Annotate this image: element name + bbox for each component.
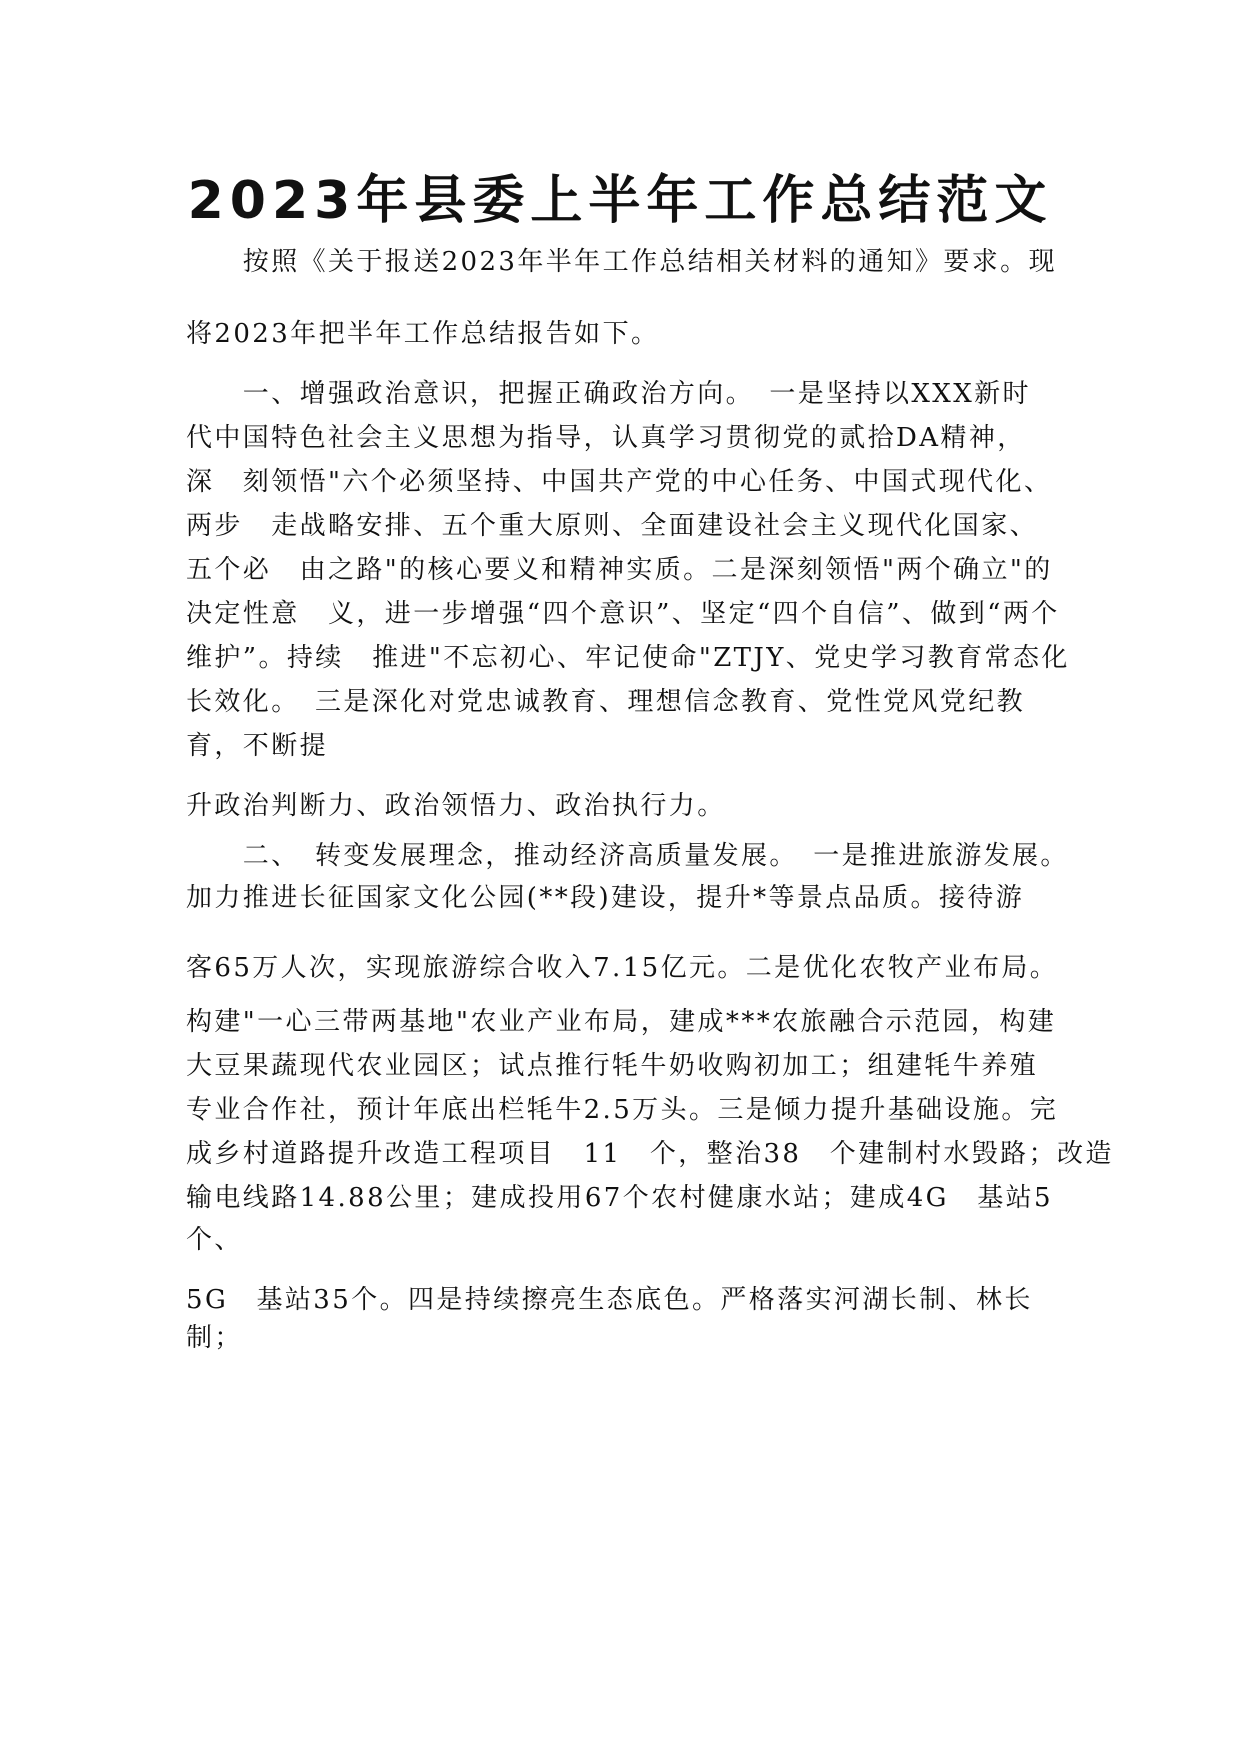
paragraph-line: 个、 [186, 1225, 243, 1255]
paragraph-line: 五个必 由之路"的核心要义和精神实质。二是深刻领悟"两个确立"的 [186, 555, 1053, 585]
paragraph-line: 将2023年把半年工作总结报告如下。 [186, 319, 660, 349]
paragraph-line: 育，不断提 [186, 731, 329, 761]
paragraph-line: 深 刻领悟"六个必须坚持、中国共产党的中心任务、中国式现代化、 [186, 467, 1053, 497]
paragraph-line: 维护”。持续 推进"不忘初心、牢记使命"ZTJY、党史学习教育常态化 [186, 643, 1070, 673]
paragraph-line: 加力推进长征国家文化公园(**段)建设，提升*等景点品质。接待游 [186, 883, 1025, 913]
paragraph-line: 决定性意 义，进一步增强“四个意识”、坚定“四个自信”、做到“两个 [186, 599, 1060, 629]
paragraph-line: 输电线路14.88公里；建成投用67个农村健康水站；建成4G 基站5 [186, 1183, 1053, 1213]
paragraph-line: 长效化。 三是深化对党忠诚教育、理想信念教育、党性党风党纪教 [186, 687, 1026, 717]
paragraph-line: 5G 基站35个。四是持续擦亮生态底色。严格落实河湖长制、林长 [186, 1285, 1033, 1315]
paragraph-line: 制； [186, 1323, 243, 1353]
paragraph-line: 二、 转变发展理念，推动经济高质量发展。 一是推进旅游发展。 [186, 841, 1069, 871]
paragraph-line: 成乡村道路提升改造工程项目 11 个，整治38 个建制村水毁路；改造 [186, 1139, 1114, 1169]
paragraph-line: 构建"一心三带两基地"农业产业布局，建成***农旅融合示范园，构建 [186, 1007, 1057, 1037]
paragraph-line: 两步 走战略安排、五个重大原则、全面建设社会主义现代化国家、 [186, 511, 1039, 541]
paragraph-line: 代中国特色社会主义思想为指导，认真学习贯彻党的贰拾DA精神， [186, 423, 1026, 453]
paragraph-line: 大豆果蔬现代农业园区；试点推行牦牛奶收购初加工；组建牦牛养殖 [186, 1051, 1039, 1081]
paragraph-line: 专业合作社，预计年底出栏牦牛2.5万头。三是倾力提升基础设施。完 [186, 1095, 1059, 1125]
paragraph-line: 按照《关于报送2023年半年工作总结相关材料的通知》要求。现 [186, 247, 1057, 277]
document-title: 2023年县委上半年工作总结范文 [187, 171, 1053, 231]
paragraph-line: 升政治判断力、政治领悟力、政治执行力。 [186, 791, 726, 821]
paragraph-line: 客65万人次，实现旅游综合收入7.15亿元。二是优化农牧产业布局。 [186, 953, 1059, 983]
paragraph-line: 一、增强政治意识，把握正确政治方向。 一是坚持以XXX新时 [186, 379, 1031, 409]
